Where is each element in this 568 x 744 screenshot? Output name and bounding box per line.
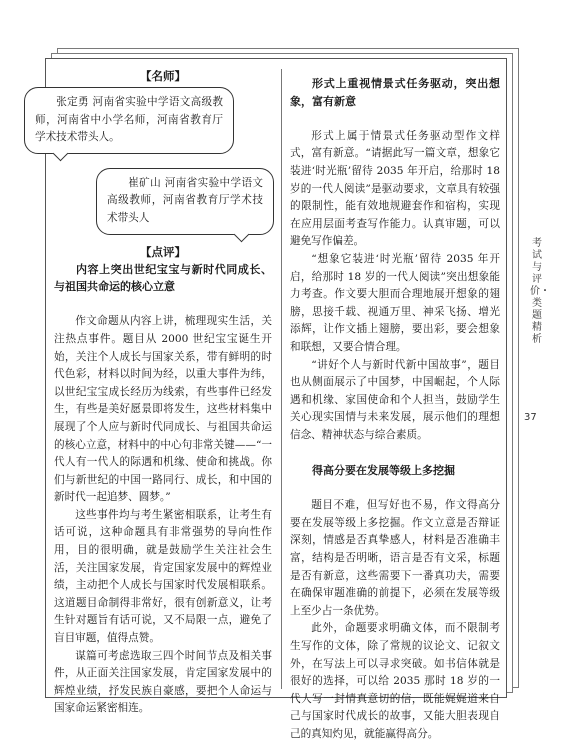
paragraph: 此外，命题要求明确文体，而不限制考生写作的文体，除了常规的议论文、记叙文外，在写法上可以寻求突破。如书信体就是很好的选择，可以给 2035 那时 18 岁的一代人写一封情真意切的信，既能娓娓道来自己与国家时代成长的故事，又能大胆表现自己的真知灼见，就能赢得高分。	[290, 622, 500, 740]
paragraph: 题目不难，但写好也不易，作文得高分要在发展等级上多挖掘。作文立意是否辩证深刻，情感是否真挚感人，材料是否准确丰富，结构是否明晰，语言是否有文采，标题是否有新意，这些需要下一番真功夫，需要在确保审题准确的前提下，必须在发展等级上至少占一条优势。	[290, 499, 500, 617]
page-number: 37	[524, 412, 537, 423]
left-column	[35, 67, 272, 718]
paragraph: 这些事件均与考生紧密相联系，让考生有话可说，这种命题具有非常强势的导向性作用，目的很明确，就是鼓励学生关注社会生活，关注国家发展，肯定国家发展中的辉煌业绩，主动把个人成长与国家时代发展相联系。这道题目命制得非常好，很有创新意义，让考生针对题旨有话可说，又不局限一点，避免了盲目审题，值得点赞。	[54, 508, 272, 645]
paragraph: 谋篇可考虑选取三四个时间节点及相关事件，从正面关注国家发展，肯定国家发展中的辉煌业绩，抒发民族自豪感，要把个人命运与国家命运紧密相连。	[54, 649, 272, 715]
page-frame	[35, 58, 507, 740]
section-heading: 得高分要在发展等级上多挖掘	[312, 464, 455, 478]
section-title-vertical: 考试与评价・类题精析	[530, 238, 550, 345]
paragraph: 作文命题从内容上讲，梳理现实生活，关注热点事件。题目从 2000 世纪宝宝诞生开始，关注个人成长与国家关系，带有鲜明的时代色彩，材料以时间为经，以重大事件为纬，以世纪宝宝成长经历为线索，有些事件已经发生，有些是美好愿景即将发生，这些材料集中展现了个人应与新时代同成长、与祖国共命运的核心立意，材料中的中心句非常关键——“一代人有一代人的际遇和机缘、使命和挑战。你们与新世纪的中国一路同行、成长，和中国的新时代一起追梦、圆梦。”	[54, 315, 272, 504]
right-column	[290, 67, 500, 744]
paragraph: “想象它装进‘时光瓶’留待 2035 年开启，给那时 18 岁的一代人阅读”突出想象能力考查。作文要大胆而合理地展开想象的翅膀，思接千载、视通万里、神采飞扬、增光添辉，让作文插上翅膀，要出彩，要会想象和联想，又要合情合理。	[290, 252, 500, 353]
paragraph: “讲好个人与新时代新中国故事”，题目也从侧面展示了中国梦，中国崛起，个人际遇和机缘、家国使命和个人担当，鼓励学生关心现实国情与未来发展，展示他们的理想信念、精神状态与综合素质。	[290, 358, 500, 441]
section-heading: 内容上突出世纪宝宝与新时代同成长、与祖国共命运的核心立意	[54, 262, 272, 294]
section-heading: 形式上重视情景式任务驱动，突出想象，富有新意	[290, 77, 500, 108]
column-divider	[281, 69, 282, 689]
teacher-label: 【名师】	[140, 69, 186, 83]
reviewer-bio-bubble: 崔矿山 河南省实验中学语文高级教师，河南省教育厅学术技术带头人	[96, 168, 274, 235]
paragraph: 形式上属于情景式任务驱动型作文样式，富有新意。“请据此写一篇文章，想象它装进‘时光瓶’留待 2035 年开启，给那时 18 岁的一代人阅读”是驱动要求，文章具有较强的限制性，能有效地规避套作和宿构，实现在应用层面考查写作能力。认真审题，可以避免写作偏差。	[290, 129, 500, 248]
review-label: 【点评】	[140, 244, 186, 259]
teacher-bio-bubble: 张定勇 河南省实验中学语文高级教师，河南省中小学名师，河南省教育厅学术技术带头人。	[24, 87, 234, 154]
